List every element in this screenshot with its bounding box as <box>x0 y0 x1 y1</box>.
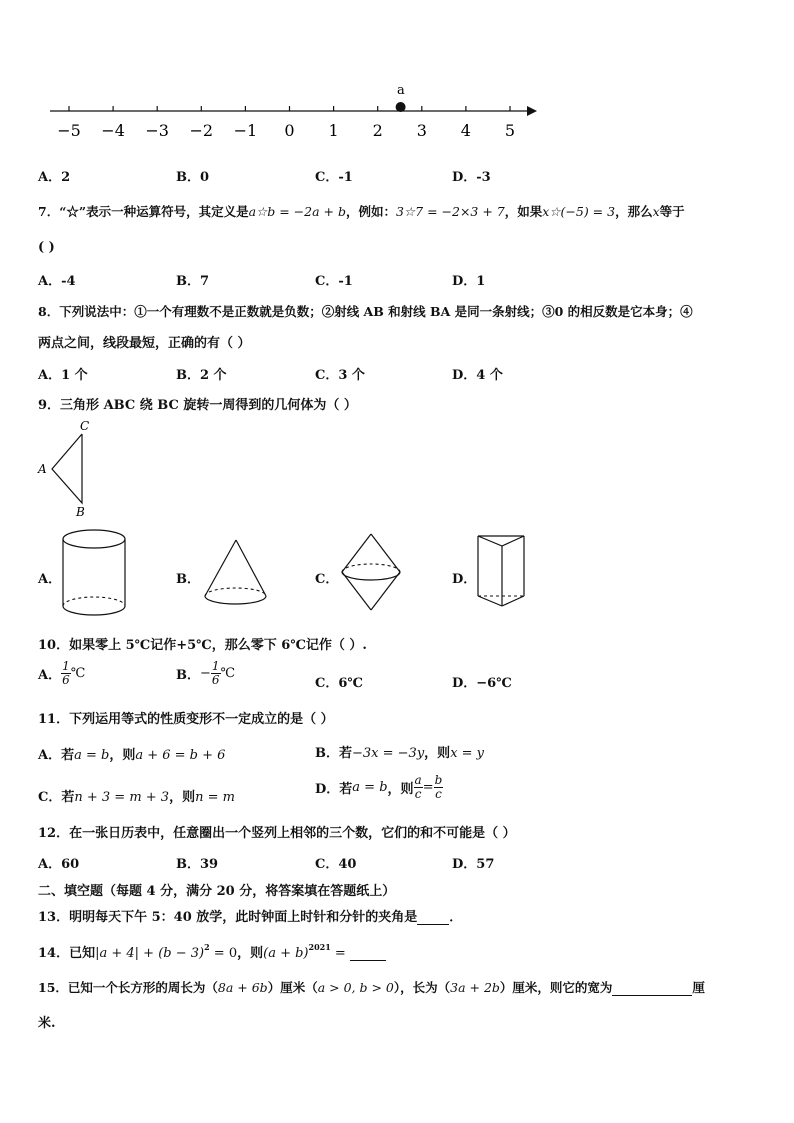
q11-option-b[interactable]: B．若−3x = −3y，则x = y <box>315 746 485 761</box>
q8-question-line2: 两点之间，线段最短，正确的有（ ） <box>38 336 251 351</box>
q8-option-c[interactable]: C．3 个 <box>315 368 365 383</box>
q7-option-c[interactable]: C．-1 <box>315 274 353 289</box>
q10-option-c[interactable]: C．6℃ <box>315 676 363 691</box>
q13-answer-blank[interactable] <box>417 910 449 925</box>
cylinder-icon <box>60 526 130 622</box>
vertex-b-label: B <box>76 505 85 519</box>
q9-option-d[interactable]: D． <box>452 572 477 587</box>
q14-answer-blank[interactable] <box>350 946 386 961</box>
number-line-tick-label: 5 <box>504 121 516 140</box>
q9-question: 9．三角形 ABC 绕 BC 旋转一周得到的几何体为（ ） <box>38 398 357 413</box>
cone-icon <box>200 536 272 616</box>
q8-option-d[interactable]: D．4 个 <box>452 368 503 383</box>
double-cone-icon <box>338 530 404 614</box>
q11-question: 11．下列运用等式的性质变形不一定成立的是（ ） <box>38 712 334 727</box>
q15-answer-blank[interactable] <box>612 981 692 996</box>
q9-option-b[interactable]: B． <box>176 572 200 587</box>
q6-option-c[interactable]: C．-1 <box>315 170 353 185</box>
point-a-dot <box>396 102 406 112</box>
q6-option-b[interactable]: B．0 <box>176 170 210 185</box>
number-line-tick-label: 0 <box>284 121 295 140</box>
q7-question: 7．“☆”表示一种运算符号，其定义是a☆b = −2a + b，例如：3☆7 = −2×3 + 7，如果x☆(−5) = 3，那么x等于 <box>38 204 685 219</box>
number-line-tick-label: −4 <box>101 121 125 140</box>
number-line-tick-label: 4 <box>460 121 471 140</box>
q10-option-a[interactable]: A． $\frac{1}{6}$ ℃ <box>38 659 86 687</box>
q10-option-d[interactable]: D．−6℃ <box>452 676 512 691</box>
number-line-tick-label: 2 <box>372 121 383 140</box>
number-line-tick-label: 1 <box>328 121 339 140</box>
q12-option-d[interactable]: D．57 <box>452 857 495 872</box>
q10-question: 10．如果零上 5℃记作+5℃，那么零下 6℃记作（ ）. <box>38 638 367 653</box>
q11-option-d[interactable]: D．若a = b，则 $\frac{a}{c}$ = $\frac{b}{c}$ <box>315 773 443 801</box>
q8-question-line1: 8．下列说法中：①一个有理数不是正数就是负数；②射线 AB 和射线 BA 是同一条射线；③0 的相反数是它本身；④ <box>38 304 693 319</box>
q11-option-c[interactable]: C．若n + 3 = m + 3，则n = m <box>38 790 235 805</box>
q12-option-a[interactable]: A．60 <box>38 857 80 872</box>
q7-answer-paren: ( ) <box>38 240 55 255</box>
section-2-heading: 二、填空题（每题 4 分，满分 20 分，将答案填在答题纸上） <box>38 884 396 899</box>
number-line-tick-label: −5 <box>57 121 81 140</box>
number-line-tick-label: −1 <box>233 121 258 140</box>
q12-option-c[interactable]: C．40 <box>315 857 357 872</box>
number-line-tick-label: 3 <box>416 121 427 140</box>
point-a-label: a <box>397 83 405 98</box>
q8-option-b[interactable]: B．2 个 <box>176 368 227 383</box>
q7-option-a[interactable]: A．-4 <box>38 274 76 289</box>
q14-question: 14．已知$|a + 4| + (b - 3)^2 = 0$，则$(a + b)^{2021}$ = <box>38 942 386 961</box>
q6-option-d[interactable]: D．-3 <box>452 170 491 185</box>
vertex-c-label: C <box>80 419 90 433</box>
triangular-prism-icon <box>474 530 530 610</box>
q10-option-b[interactable]: B．− $\frac{1}{6}$ ℃ <box>176 659 236 687</box>
q13-question: 13．明明每天下午 5：40 放学，此时钟面上时针和分针的夹角是 ． <box>38 910 463 925</box>
q9-option-a[interactable]: A． <box>38 572 62 587</box>
q11-option-a[interactable]: A．若a = b，则a + 6 = b + 6 <box>38 748 226 763</box>
q12-option-b[interactable]: B．39 <box>176 857 219 872</box>
number-line <box>40 80 550 145</box>
q7-option-b[interactable]: B．7 <box>176 274 210 289</box>
number-line-tick-label: −3 <box>145 121 169 140</box>
vertex-a-label: A <box>38 462 47 476</box>
q12-question: 12．在一张日历表中，任意圈出一个竖列上相邻的三个数，它们的和不可能是（ ） <box>38 826 516 841</box>
q6-option-a[interactable]: A．2 <box>38 170 71 185</box>
q8-option-a[interactable]: A．1 个 <box>38 368 88 383</box>
q15-question-line2: 米. <box>38 1016 56 1031</box>
triangle-abc-figure <box>34 418 104 520</box>
number-line-tick-label: −2 <box>189 121 214 140</box>
q15-question: 15．已知一个长方形的周长为（8a + 6b）厘米（a > 0, b > 0），长为（3a + 2b）厘米，则它的宽为 厘 <box>38 980 705 995</box>
q7-option-d[interactable]: D．1 <box>452 274 486 289</box>
q9-option-c[interactable]: C． <box>315 572 339 587</box>
